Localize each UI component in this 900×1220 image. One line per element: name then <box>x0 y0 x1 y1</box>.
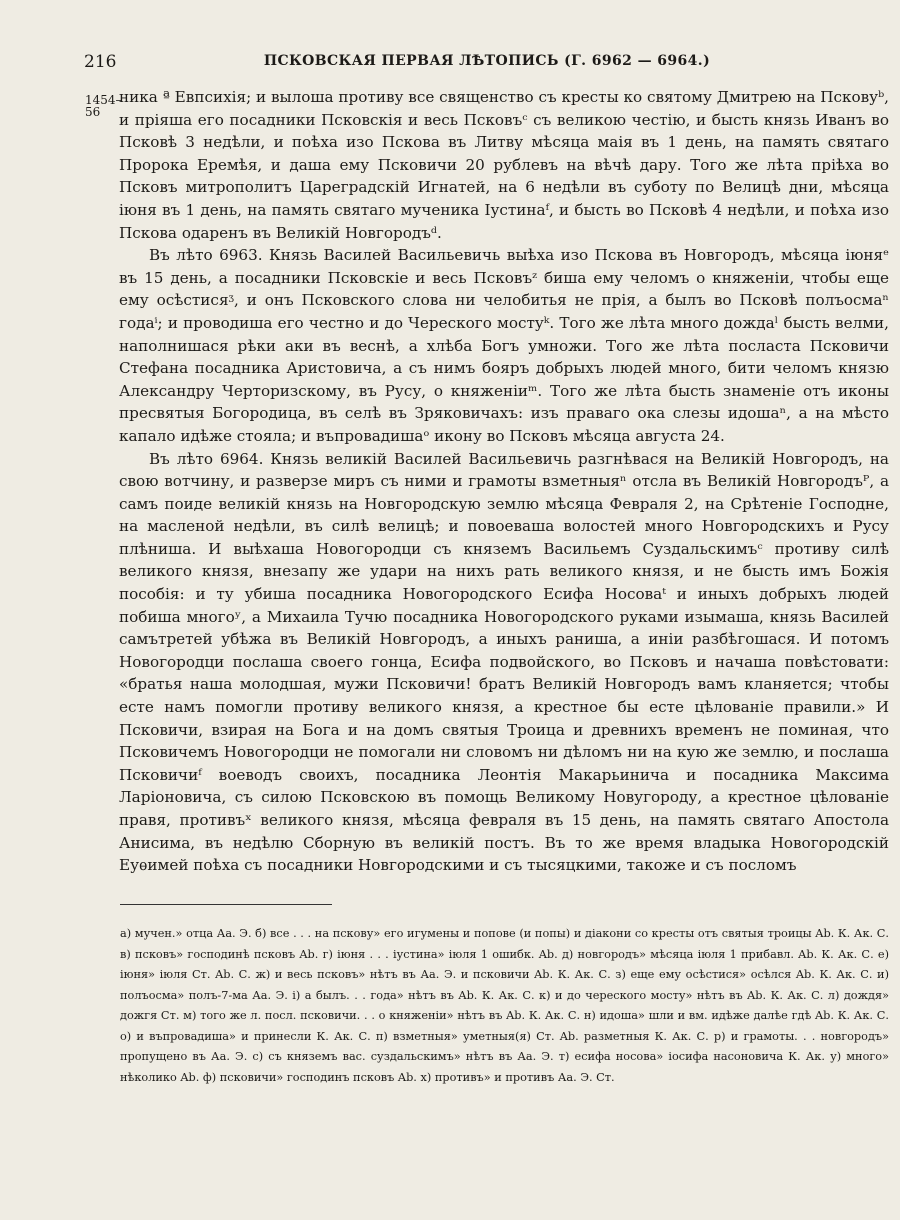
paragraph: Въ лѣто 6963. Князь Василей Васильевичь выѣха изо Пскова въ Новгородъ, мѣсяца іюняᵉ въ 15 день, а посадники Псковскіе и весь Псковъᶻ биша ему челомъ о княженіи, чтобы еще ему осѣстисяᶾ, и онъ Псковского слова ни челобитья не прія, а былъ во Псковѣ полъосмаⁿ годаⁱ; и проводиша его честно и до Череского мостуᵏ. Того же лѣта много дождаˡ бысть велми, наполнишася рѣки аки въ веснѣ, а хлѣба Богъ умножи. Того же лѣта посласта Псковичи Стефана посадника Аристовича, а съ нимъ бояръ добрыхъ людей много, бити челомъ князю Александру Черторизскому, въ Русу, о княженіиᵐ. Того же лѣта бысть знаменіе отъ иконы пресвятыя Богородица, въ селѣ въ Зряковичахъ: изъ праваго ока слезы идошаⁿ, а на мѣсто капало идѣже стояла; и въпровадишаᵒ икону во Псковъ мѣсяца августа 24. <box>119 246 889 445</box>
running-title: ПСКОВСКАЯ ПЕРВАЯ ЛѢТОПИСЬ (Г. 6962 — 6964.) <box>263 53 711 69</box>
page-header <box>84 52 890 74</box>
paragraph: Въ лѣто 6964. Князь великій Василей Васильевичь разгнѣвася на Великій Новгородъ, на свою вотчину, и разверзе миръ съ ними и грамоты взметныяⁿ отсла въ Великій Новгородъᴾ, а самъ поиде великій князь на Новгородскую землю мѣсяца Февраля 2, на Срѣтеніе Господне, на масленой недѣли, въ силѣ велицѣ; и повоеваша волостей много Новгородскихъ и Русу плѣниша. И выѣхаша Новогородци съ княземъ Васильемъ Суздальскимъᶜ противу силѣ великого князя, внезапу же удари на нихъ рать великого князя, и не бысть имъ Божія пособія: и ту убиша посадника Новогородского Есифа Носоваᵗ и иныхъ добрыхъ людей побиша многоʸ, а Михаила Тучю посадника Новогородского руками изымаша, князь Василей самътретей убѣжа въ Великій Новгородъ, а иныхъ раниша, а иніи разбѣгошася. И потомъ Новогородци послаша своего гонца, Есифа подвойского, во Псковъ и начаша повѣстовати: «братья наша молодшая, мужи Псковичи! братъ Великій Новгородъ вамъ кланяется; чтобы есте намъ помогли противу великого князя, а крестное бы есте цѣлованіе правили.» И Псковичи, взирая на Бога и на домъ святыя Троица и древнихъ временъ не поминая, что Псковичемъ Новогородци не помогали ни словомъ ни дѣломъ ни на кую же землю, и послаша Псковичиᶠ воеводъ своихъ, посадника Леонтія Макарьинича и посадника Максима Ларіоновича, съ силою Псковскою въ помощь Великому Новугороду, а крестное цѣлованіе правя, противъˣ великого князя, мѣсяца февраля въ 15 день, на память святаго Апостола Анисима, въ недѣлю Сборную въ великій постъ. Въ то же время владыка Новогородскій Еуѳимей поѣха съ посадники Новгородскими и съ тысяцкими, такоже и съ посломъ <box>119 449 889 875</box>
footnote-block: а) мучен.» отца Аа. Э. б) все . . . на пскову» его игумены и попове (и попы) и діакони со кресты отъ святыя троицы Ab. К. Ак. С. в) псковъ» господинѣ псковъ Ab. г) іюня . . . іустина» іюля 1 ошибк. Ab. д) новгородъ» мѣсяца іюля 1 прибавл. Ab. К. Ак. С. е) іюня» іюля Ст. Ab. С. ж) и весь псковъ» нѣтъ въ Аа. Э. и псковичи Ab. К. Ак. С. з) еще ему осѣстися» осѣлся Ab. К. Ак. С. и) полъосма» полъ-7-ма Аа. Э. і) а былъ. . . года» нѣтъ въ Ab. К. Ак. С. к) и до череского мосту» нѣтъ въ Ab. К. Ак. С. л) дождя» дожгя Ст. м) того же л. посл. псковичи. . . о княженіи» нѣтъ въ Ab. К. Ак. С. н) идоша» шли и вм. идѣже далѣе гдѣ Ab. К. Ак. С. о) и въпровадиша» и принесли К. Ак. С. п) взметныя» уметныя(я) Ст. Ab. разметныя К. Ак. С. р) и грамоты. . . новгородъ» пропущено въ Аа. Э. с) съ княземъ вас. суздальскимъ» нѣтъ въ Аа. Э. т) есифа носова» іосифа насоновича К. Ак. у) много» нѣколико Ab. ф) псковичи» господинъ псковъ Ab. х) противъ» и противъ Аа. Э. Ст. <box>120 927 889 1084</box>
footnotes <box>120 924 889 1088</box>
page-number: 216 <box>84 52 117 72</box>
chronicle-text <box>119 86 889 877</box>
paragraph: ника ª Евпсихія; и вылоша противу все священство съ кресты ко святому Дмитрею на Псковуᵇ, и пріяша его посадники Псковскія и весь Псковъᶜ съ великою честію, и бысть князь Иванъ во Псковѣ 3 недѣли, и поѣха изо Пскова въ Литву мѣсяца маія въ 1 день, на память святаго Пророка Еремѣя, и даша ему Псковичи 20 рублевъ на вѣчѣ дару. Того же лѣта пріѣха во Псковъ митрополитъ Цареградскій Игнатей, на 6 недѣли въ суботу по Велицѣ дни, мѣсяца іюня въ 1 день, на память святаго мученика Іустинаᶠ, и бысть во Псковѣ 4 недѣли, и поѣха изо Пскова одаренъ въ Великій Новгородъᵈ. <box>119 88 889 242</box>
footnote-divider <box>120 904 332 905</box>
marginal-year: 1454–56 <box>85 93 122 119</box>
